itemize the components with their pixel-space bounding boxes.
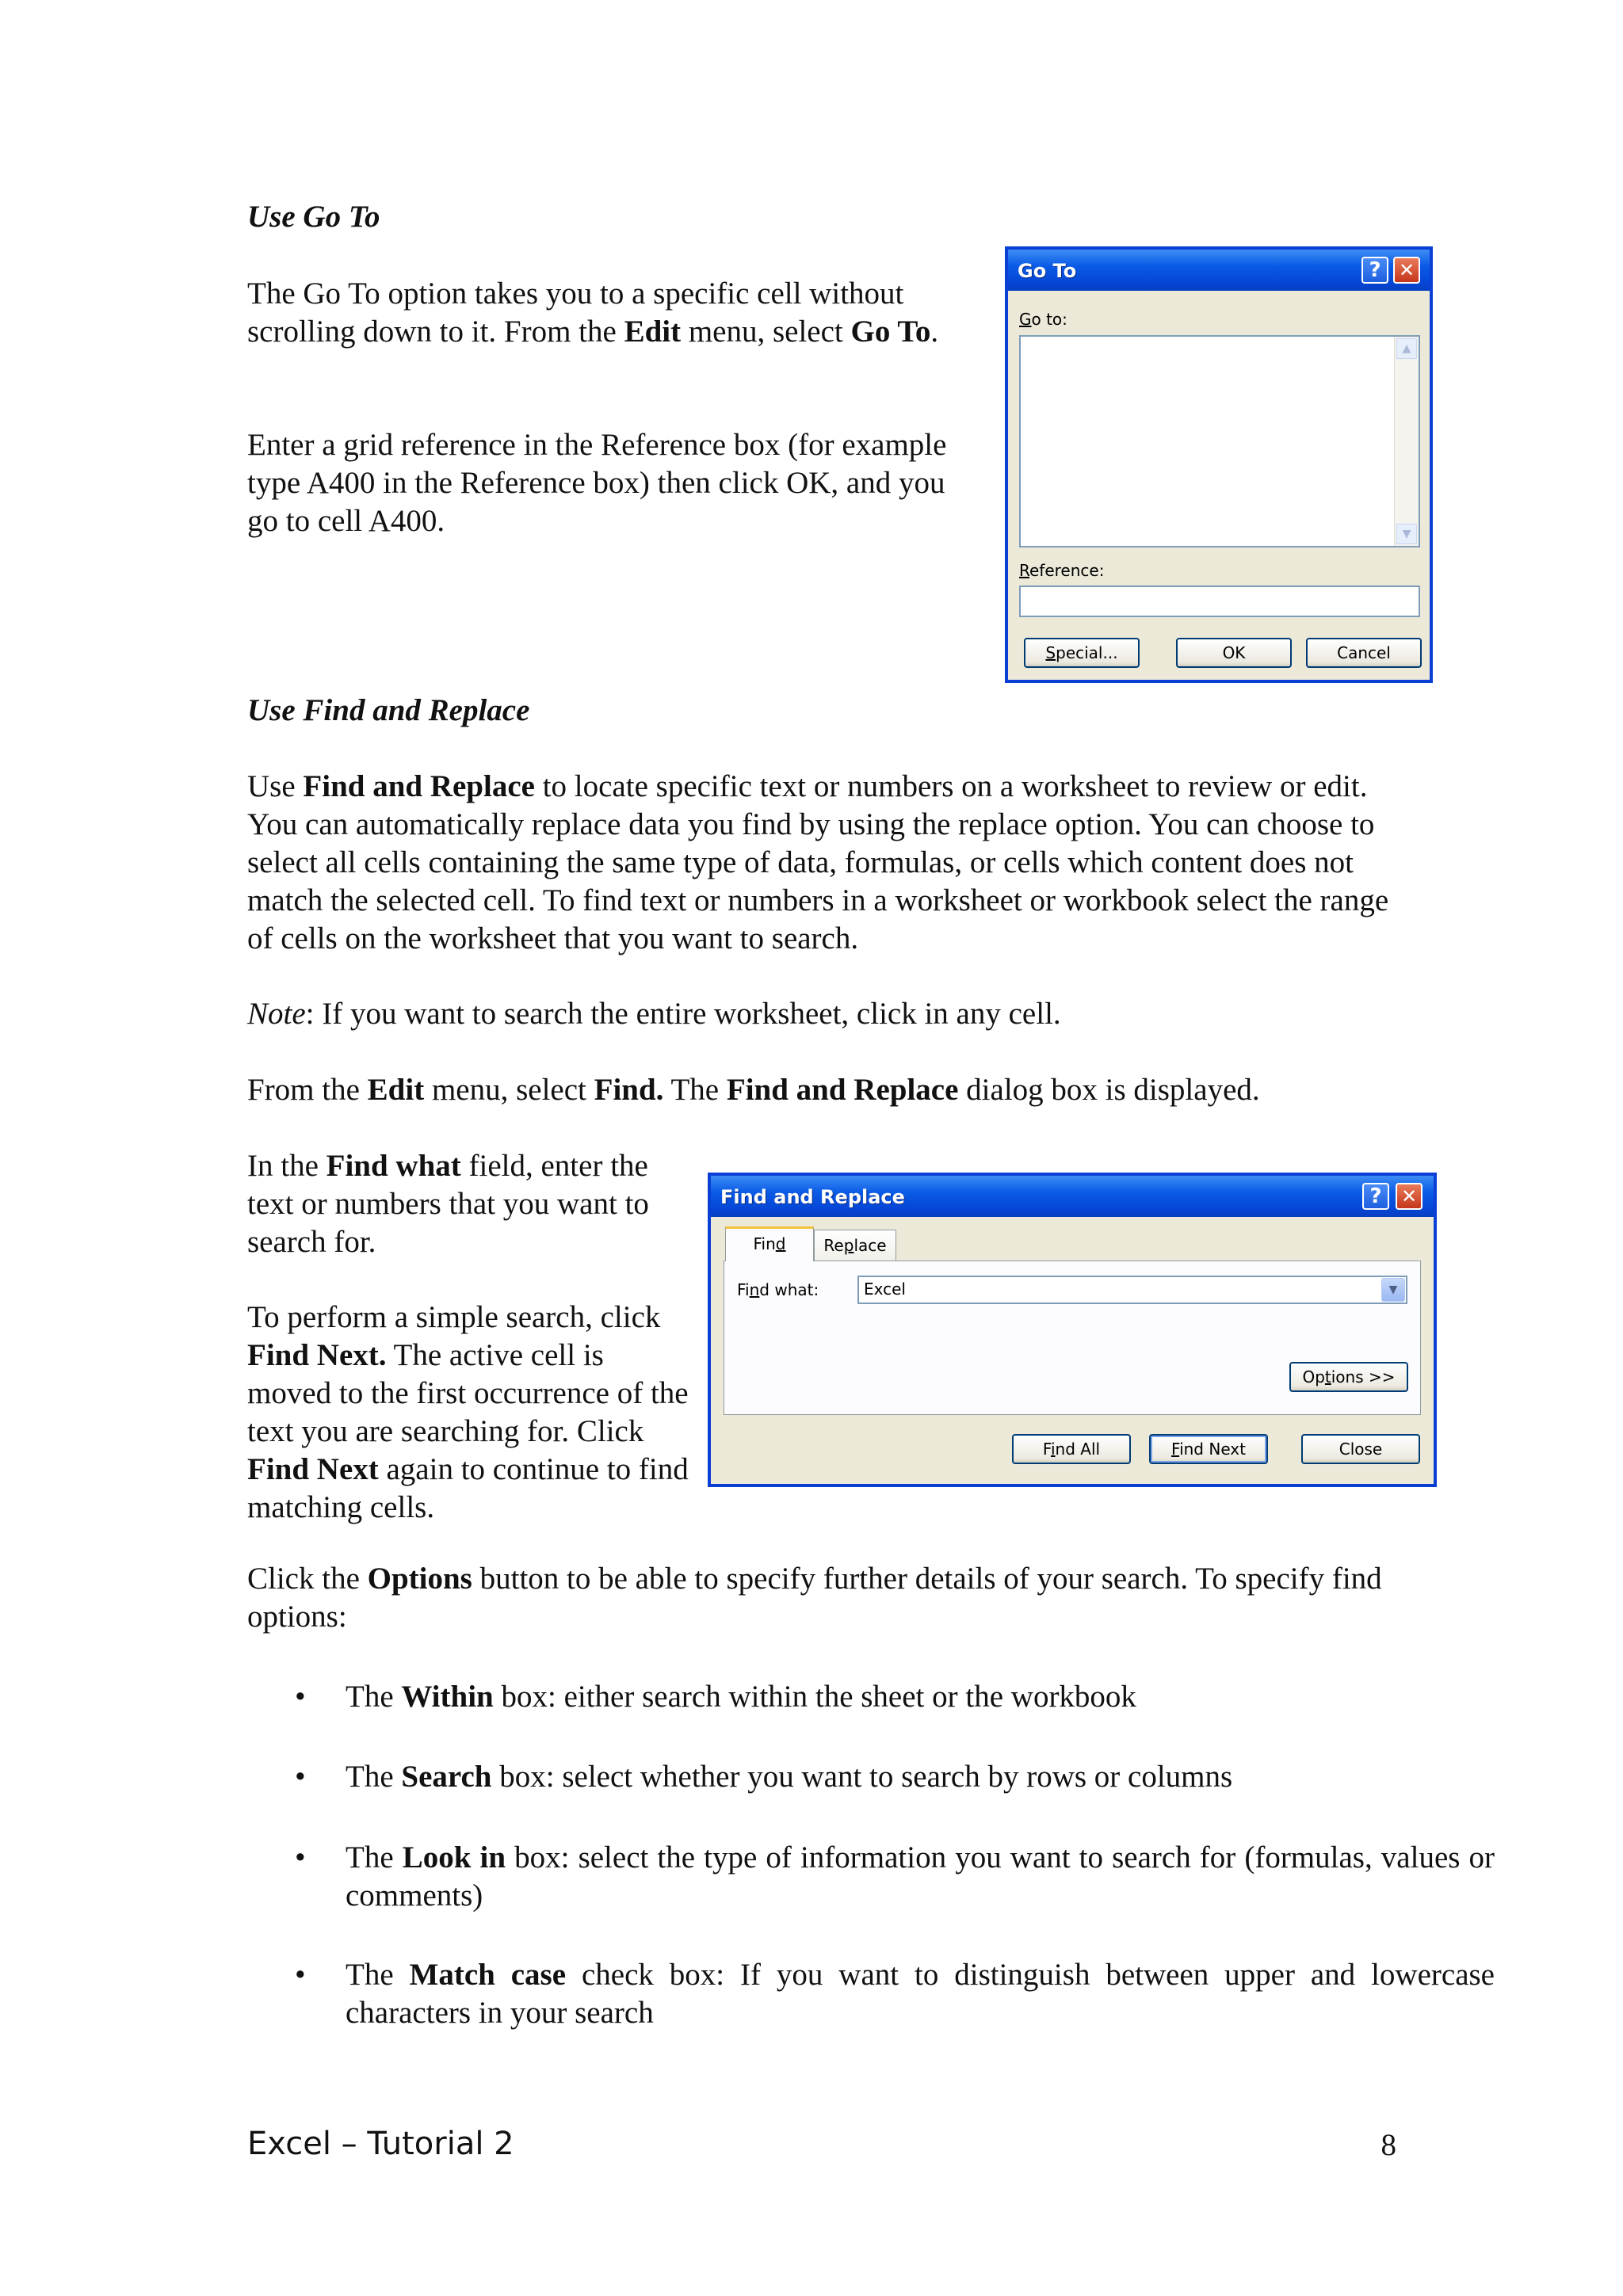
note-paragraph: Note: If you want to search the entire worksheet, click in any cell.	[247, 997, 1061, 1031]
page-number: 8	[1381, 2128, 1396, 2162]
edit-find-paragraph: From the Edit menu, select Find. The Find and Replace dialog box is displayed.	[247, 1073, 1260, 1107]
find-replace-dialog-titlebar	[711, 1176, 1434, 1217]
find-what-label: Find what:	[737, 1280, 819, 1299]
cancel-button[interactable]: Cancel	[1306, 638, 1422, 668]
find-next-paragraph: To perform a simple search, click Find Next. The active cell is moved to the first occurrence of the text you are searching for. Click Find Next again to continue to find matching cells.	[247, 1300, 689, 1524]
reference-label: Reference:	[1019, 561, 1105, 580]
list-item: • The Within box: either search within the sheet or the workbook	[247, 1678, 1495, 1716]
find-what-paragraph: In the Find what field, enter the text or numbers that you want to search for.	[247, 1149, 649, 1259]
go-to-instructions-paragraph: Enter a grid reference in the Reference box (for example type A400 in the Reference box) then click OK, and you go to cell A400.	[247, 428, 947, 538]
find-next-button[interactable]: Find Next	[1149, 1434, 1268, 1464]
go-to-list-scrollbar[interactable]	[1394, 337, 1419, 546]
options-button[interactable]: Options >>	[1289, 1362, 1408, 1392]
bullet-icon: •	[295, 1958, 306, 1992]
find-what-combobox[interactable]	[857, 1276, 1407, 1304]
reference-input[interactable]	[1019, 585, 1420, 617]
bullet-icon: •	[295, 1760, 306, 1794]
find-replace-dialog-title: Find and Replace	[720, 1186, 905, 1208]
close-x-icon[interactable]: ✕	[1393, 257, 1420, 284]
find-what-value: Excel	[864, 1280, 906, 1299]
find-all-button[interactable]: Find All	[1012, 1434, 1131, 1464]
question-mark-icon[interactable]: ?	[1361, 257, 1388, 284]
tab-replace[interactable]: Replace	[814, 1230, 896, 1261]
scroll-down-arrow-icon[interactable]: ▼	[1396, 524, 1417, 544]
tab-find[interactable]: Find	[725, 1226, 814, 1261]
find-replace-dialog	[708, 1173, 1437, 1487]
go-to-intro-paragraph: The Go To option takes you to a specific cell without scrolling down to it. From the Edit menu, select Go To.	[247, 277, 939, 349]
go-to-dialog-titlebar	[1008, 250, 1430, 291]
list-item: • The Look in box: select the type of information you want to search for (formulas, values or comments)	[295, 1840, 1495, 1913]
go-to-dialog	[1005, 246, 1433, 683]
list-item: • The Search box: select whether you want to search by rows or columns	[247, 1758, 1495, 1796]
special-button[interactable]: Special...	[1024, 638, 1140, 668]
footer-title: Excel – Tutorial 2	[247, 2126, 514, 2162]
bullet-icon: •	[295, 1680, 306, 1714]
question-mark-icon[interactable]: ?	[1362, 1183, 1389, 1210]
ok-button[interactable]: OK	[1176, 638, 1292, 668]
section-title-find-replace: Use Find and Replace	[247, 693, 530, 727]
close-button[interactable]: Close	[1301, 1434, 1420, 1464]
go-to-list-label: Go to:	[1019, 310, 1067, 329]
section-title-go-to: Use Go To	[247, 200, 380, 234]
close-x-icon[interactable]: ✕	[1396, 1183, 1423, 1210]
find-tab-panel	[724, 1261, 1421, 1415]
bullet-icon: •	[295, 1840, 306, 1875]
chevron-down-icon[interactable]: ▼	[1381, 1278, 1405, 1302]
list-item: • The Match case check box: If you want to distinguish between upper and lowercase characters in your search	[295, 1958, 1495, 2030]
go-to-dialog-title: Go To	[1018, 260, 1077, 282]
go-to-list-box[interactable]	[1019, 335, 1420, 547]
scroll-up-arrow-icon[interactable]: ▲	[1396, 338, 1417, 359]
find-replace-intro-paragraph: Use Find and Replace to locate specific text or numbers on a worksheet to review or edit. You can automatically replace data you find by using the replace option. You can choose to select all cells containing the same type of data, formulas, or cells which content does not match the selected cell. To find text or numbers in a worksheet or workbook select the range of cells on the worksheet that you want to search.	[247, 769, 1389, 955]
options-paragraph: Click the Options button to be able to specify further details of your search. To specify find options:	[247, 1562, 1382, 1634]
